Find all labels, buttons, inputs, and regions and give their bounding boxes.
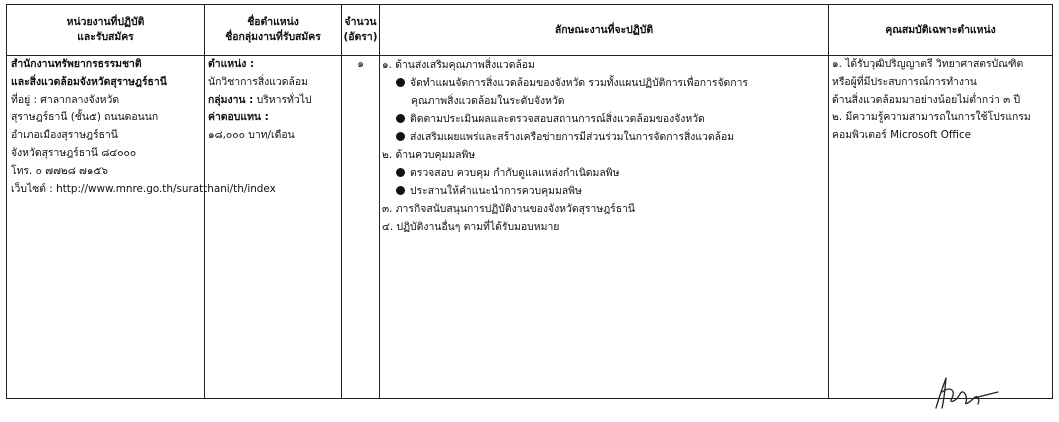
position-title-label: ตำแหน่ง :: [208, 58, 255, 70]
header-qualifications: คุณสมบัติเฉพาะตำแหน่ง: [829, 5, 1053, 56]
duty-item: ประสานให้คำแนะนำการควบคุมมลพิษ: [380, 182, 828, 200]
agency-address: สุราษฎร์ธานี (ชั้น๕) ถนนดอนนก: [11, 111, 159, 124]
qualification-line: ด้านสิ่งแวดล้อมมาอย่างน้อยไม่ต่ำกว่า ๓ ปี: [832, 93, 1021, 106]
bullet-icon: [396, 114, 405, 123]
agency-address: ที่อยู่ : ศาลากลางจังหวัด: [11, 93, 120, 106]
agency-website: เว็บไซต์ : http://www.mnre.go.th/suratthani/th/index: [11, 182, 276, 195]
handwritten-signature: [930, 372, 1002, 412]
duty-section: ๔. ปฏิบัติงานอื่นๆ ตามที่ได้รับมอบหมาย: [382, 221, 560, 233]
duty-item: ส่งเสริมเผยแพร่และสร้างเครือข่ายการมีส่วนร่วมในการจัดการสิ่งแวดล้อม: [380, 128, 828, 146]
position-title: นักวิชาการสิ่งแวดล้อม: [208, 75, 308, 88]
position-count: ๑: [357, 58, 364, 70]
header-count: จำนวน (อัตรา): [342, 5, 380, 56]
header-row: [7, 5, 1053, 56]
agency-address: จังหวัดสุราษฎร์ธานี ๘๔๐๐๐: [11, 146, 137, 159]
duty-item: จัดทำแผนจัดการสิ่งแวดล้อมของจังหวัด รวมทั้งแผนปฏิบัติการเพื่อการจัดการ: [380, 74, 828, 92]
agency-phone: โทร. ๐ ๗๗๒๘ ๗๑๕๖: [11, 164, 108, 177]
position-pay-label: ค่าตอบแทน :: [208, 111, 269, 124]
bullet-icon: [396, 132, 405, 141]
duties-cell: [380, 56, 829, 399]
qualification-line: คอมพิวเตอร์ Microsoft Office: [832, 129, 972, 142]
duty-item: ติดตามประเมินผลและตรวจสอบสถานการณ์สิ่งแวดล้อมของจังหวัด: [380, 110, 828, 128]
agency-name: และสิ่งแวดล้อมจังหวัดสุราษฎร์ธานี: [11, 75, 167, 88]
agency-name: สำนักงานทรัพยากรธรรมชาติ: [11, 58, 142, 70]
position-cell: [205, 56, 342, 399]
duty-section: ๑. ด้านส่งเสริมคุณภาพสิ่งแวดล้อม: [382, 59, 535, 71]
header-position: ชื่อตำแหน่ง ชื่อกลุ่มงานที่รับสมัคร: [205, 5, 342, 56]
bullet-icon: [396, 78, 405, 87]
header-agency: หน่วยงานที่ปฏิบัติ และรับสมัคร: [7, 5, 205, 56]
duty-item-continued: คุณภาพสิ่งแวดล้อมในระดับจังหวัด: [411, 95, 565, 107]
qualification-line: ๑. ได้รับวุฒิปริญญาตรี วิทยาศาสตรบัณฑิต: [832, 58, 1024, 70]
qualifications-cell: [829, 56, 1053, 399]
duty-section: ๒. ด้านควบคุมมลพิษ: [382, 149, 476, 161]
header-duties: ลักษณะงานที่จะปฏิบัติ: [380, 5, 829, 56]
bullet-icon: [396, 168, 405, 177]
duty-item: ตรวจสอบ ควบคุม กำกับดูแลแหล่งกำเนิดมลพิษ: [380, 164, 828, 182]
duty-section: ๓. ภารกิจสนับสนุนการปฏิบัติงานของจังหวัดสุราษฎร์ธานี: [382, 203, 636, 215]
qualification-line: หรือผู้ที่มีประสบการณ์การทำงาน: [832, 75, 977, 88]
position-group: กลุ่มงาน : บริหารทั่วไป: [208, 93, 312, 106]
count-cell: [342, 56, 380, 399]
job-table: [6, 4, 1053, 399]
bullet-icon: [396, 186, 405, 195]
position-pay: ๑๘,๐๐๐ บาท/เดือน: [208, 129, 295, 142]
agency-address: อำเภอเมืองสุราษฎร์ธานี: [11, 129, 118, 142]
qualification-line: ๒. มีความรู้ความสามารถในการใช้โปรแกรม: [832, 111, 1031, 124]
table-row: [7, 56, 1053, 399]
